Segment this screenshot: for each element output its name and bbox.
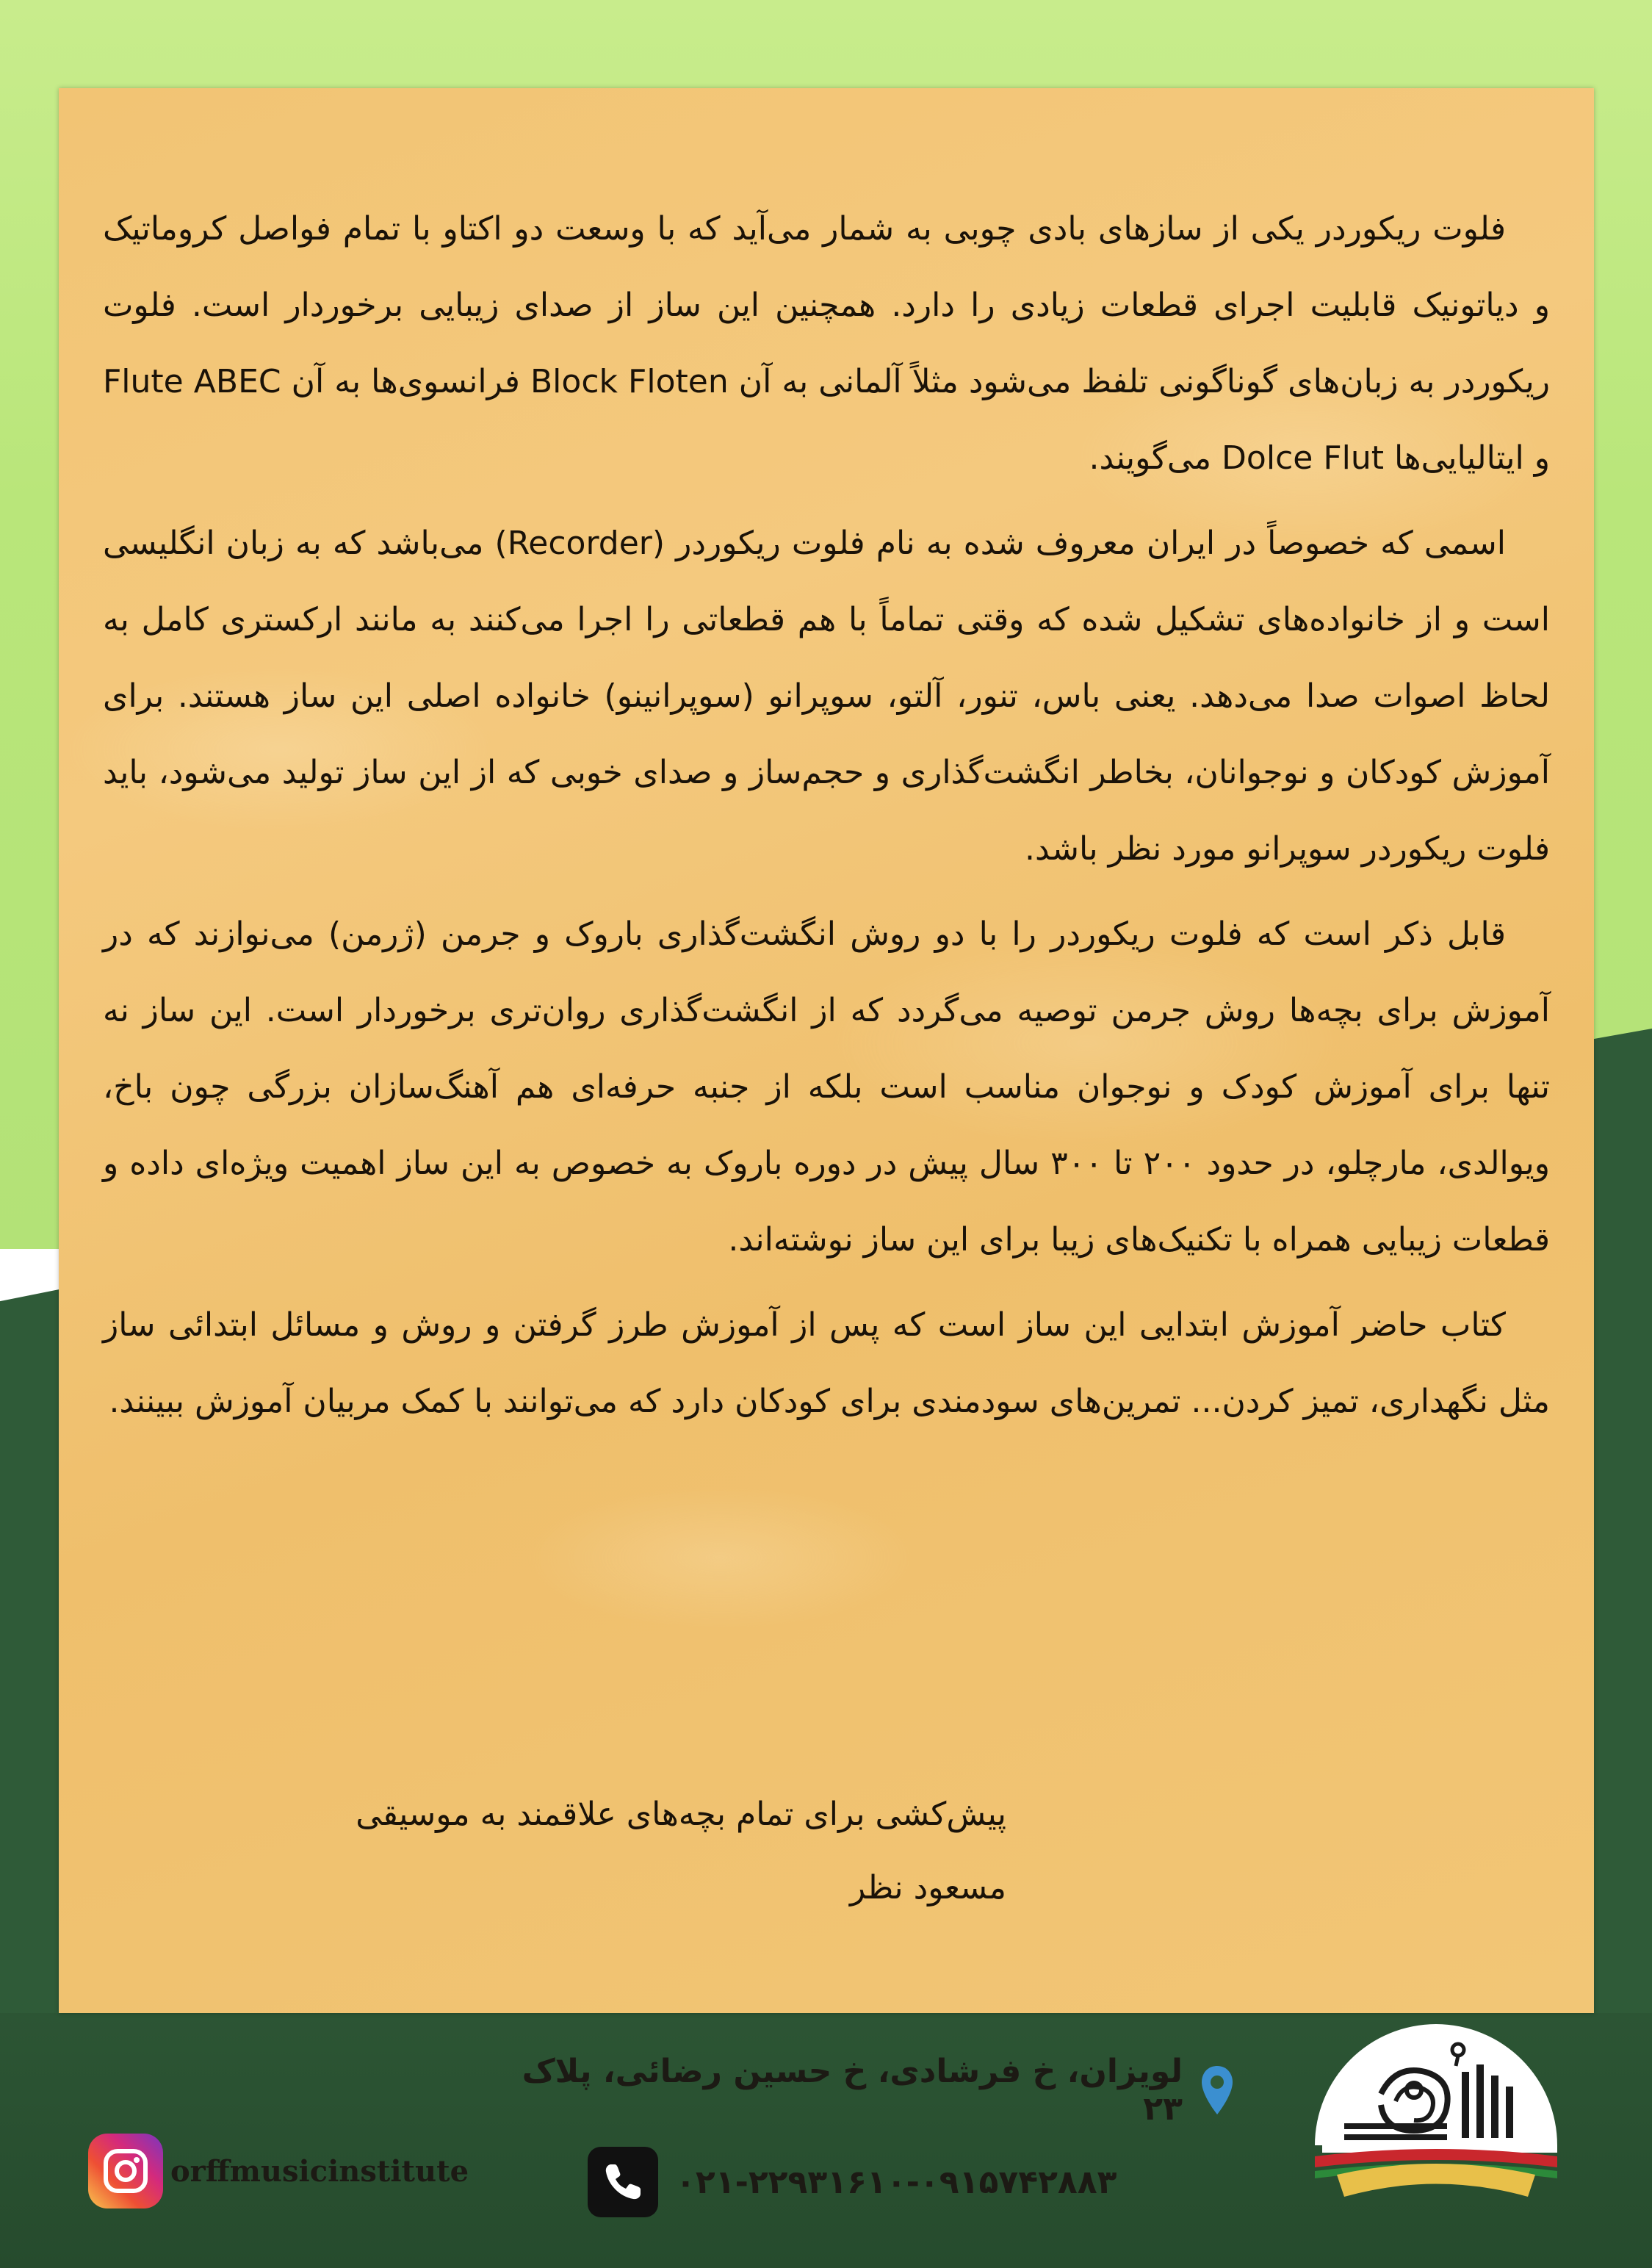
instagram-icon (88, 2134, 163, 2208)
phone-icon (588, 2147, 658, 2217)
dedication-line: پیش‌کشی برای تمام بچه‌های علاقمند به موسیقی (356, 1796, 1006, 1833)
paragraph-2: اسمی که خصوصاً در ایران معروف شده به نام فلوت ریکوردر (Recorder) می‌باشد که به زبان انگلیسی است و از خانواده‌های تشکیل شده که وقتی تماماً با هم قطعاتی را اجرا می‌کنند به مانند ارکستری کامل به لحاظ اصوات صدا می‌دهد. یعنی باس، تنور، آلتو، سوپرانو (سوپرانینو) خانواده اصلی این ساز هستند. برای آموزش کودکان و نوجوانان، بخاطر انگشت‌گذاری و حجم‌ساز و صدای خوبی که از این ساز تولید می‌شود، باید فلوت ریکوردر سوپرانو مورد نظر باشد. (103, 525, 1550, 868)
location-pin-icon (1200, 2064, 1234, 2116)
instagram-handle[interactable]: orffmusicinstitute (170, 2153, 469, 2189)
body-text (103, 191, 1550, 1449)
dedication-block (125, 1778, 1006, 1925)
address-row (485, 2053, 1234, 2128)
phone-number[interactable]: ۰۲۱-۲۲۹۳۱۶۱۰-۰۹۱۵۷۴۲۸۸۳ (676, 2163, 1117, 2201)
address-text: لویزان، خ فرشادی، خ حسین رضائی، پلاک ۲۳ (522, 2053, 1183, 2128)
phone-row (588, 2145, 1146, 2219)
instagram-row (88, 2131, 470, 2211)
author-name: مسعود نظر (850, 1869, 1006, 1907)
text-panel (59, 88, 1594, 2013)
paragraph-4: کتاب حاضر آموزش ابتدایی این ساز است که پس از آموزش طرز گرفتن و روش و مسائل ابتدائی ساز مثل نگهداری، تمیز کردن... تمرین‌های سودمندی برای کودکان دارد که می‌توانند با کمک مربیان آموزش ببینند. (103, 1306, 1550, 1420)
paragraph-1: فلوت ریکوردر یکی از سازهای بادی چوبی به شمار می‌آید که با وسعت دو اکتاو با تمام فواصل کروماتیک و دیاتونیک قابلیت اجرای قطعات زیادی را دارد. همچنین این ساز از صدای زیبایی برخوردار است. فلوت ریکوردر به زبان‌های گوناگونی تلفظ می‌شود مثلاً آلمانی به آن Block Floten فرانسوی‌ها به آن Flute ABEC و ایتالیایی‌ها Dolce Flut می‌گویند. (103, 210, 1550, 477)
institute-logo (1293, 2020, 1579, 2204)
paragraph-3: قابل ذکر است که فلوت ریکوردر را با دو روش انگشت‌گذاری باروک و جرمن (ژرمن) می‌نوازند که در آموزش برای بچه‌ها روش جرمن توصیه می‌گردد که از انگشت‌گذاری روان‌تری برخوردار است. این ساز نه تنها برای آموزش کودک و نوجوان مناسب است بلکه از جنبه حرفه‌ای هم آهنگ‌سازان بزرگی چون باخ، ویوالدی، مارچلو، در حدود ۲۰۰ تا ۳۰۰ سال پیش در دوره باروک به خصوص به این ساز اهمیت ویژه‌ای داده و قطعات زیبایی همراه با تکنیک‌های زیبا برای این ساز نوشته‌اند. (103, 915, 1551, 1259)
